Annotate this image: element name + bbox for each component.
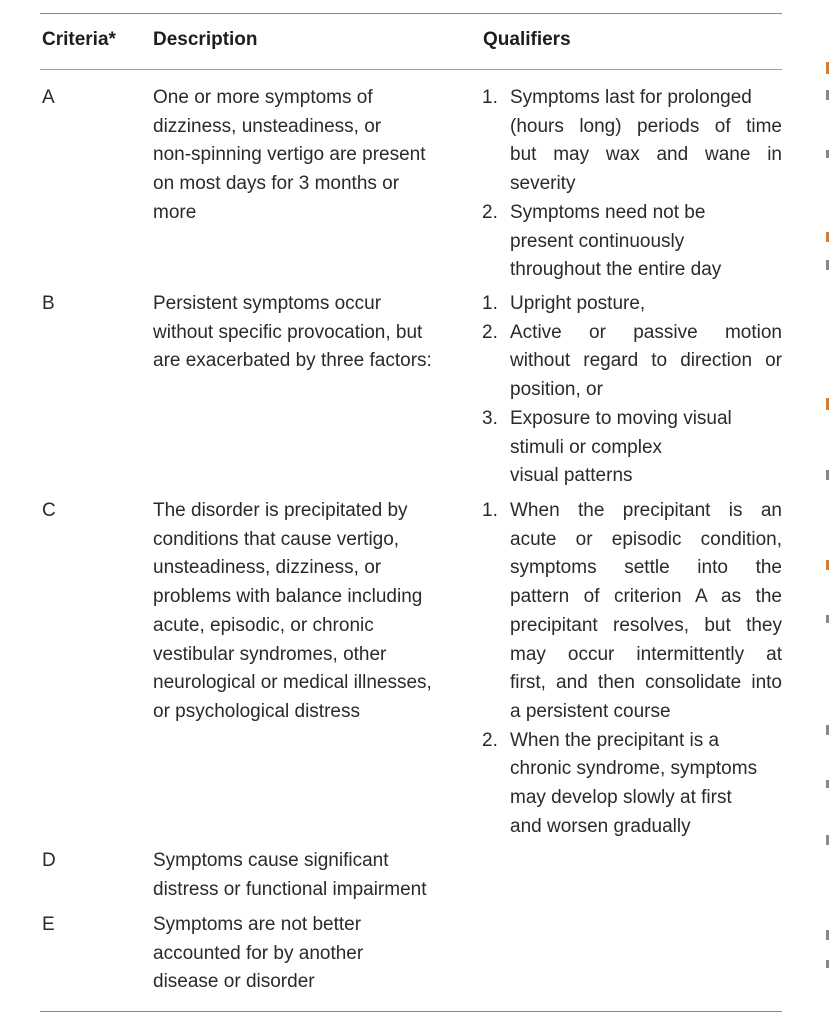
qualifier-text: Symptoms last for prolonged (hours long) periods of time but may wax and wane in severity — [510, 87, 782, 195]
qualifier-number: 2. — [482, 201, 498, 223]
qualifier-text: When the precipitant is an acute or episodic condition, symptoms settle into the pattern of criterion A as the precipitant resolves, but they may occur intermittently at first, and then consolidate into a persistent course — [510, 500, 782, 722]
qualifier-item — [482, 727, 782, 842]
qualifier-number: 1. — [482, 500, 498, 521]
qualifier-item — [482, 319, 782, 405]
qualifier-number: 2. — [482, 729, 498, 751]
qualifier-number: 3. — [482, 407, 498, 429]
table-bottom-rule — [40, 1011, 782, 1012]
qualifier-text: Active or passive motion without regard to direction or position, or — [510, 321, 782, 401]
qualifier-item — [482, 497, 782, 727]
qualifier-number: 2. — [482, 321, 498, 343]
description-cell: Symptoms cause significant distress or functional impairment — [153, 850, 427, 900]
qualifier-text: Symptoms need not be present continuously throughout the entire day — [510, 201, 722, 281]
qualifier-text: When the precipitant is a chronic syndrome, symptoms may develop slowly at first and worsen gradually — [510, 729, 758, 837]
qualifier-item — [482, 84, 782, 199]
criterion-label: C — [42, 500, 56, 521]
qualifier-item — [482, 405, 782, 491]
qualifier-list — [482, 84, 782, 285]
header-criteria: Criteria* — [42, 29, 116, 50]
criterion-label: B — [42, 293, 55, 314]
qualifier-number: 1. — [482, 87, 498, 108]
table-top-rule — [40, 13, 782, 14]
description-cell: The disorder is precipitated by conditions that cause vertigo, unsteadiness, dizziness, or problems with balance including acute, episodic, or chronic vestibular syndromes, other neurological or medical illnesses, or psychological distress — [153, 500, 432, 722]
qualifier-number: 1. — [482, 293, 498, 314]
qualifier-item — [482, 199, 782, 285]
qualifier-list — [482, 497, 782, 841]
description-cell: Persistent symptoms occur without specific provocation, but are exacerbated by three factors: — [153, 293, 432, 372]
qualifier-text: Exposure to moving visual stimuli or complex visual patterns — [510, 407, 732, 487]
qualifier-list — [482, 290, 782, 491]
header-qualifiers: Qualifiers — [483, 29, 571, 50]
criterion-label: D — [42, 850, 56, 871]
criterion-label: E — [42, 914, 55, 935]
description-cell: Symptoms are not better accounted for by another disease or disorder — [153, 914, 364, 993]
criterion-label: A — [42, 87, 55, 108]
description-cell: One or more symptoms of dizziness, unsteadiness, or non-spinning vertigo are present on most days for 3 months or more — [153, 87, 426, 223]
header-description: Description — [153, 29, 258, 50]
qualifier-item — [482, 290, 782, 319]
qualifier-text: Upright posture, — [510, 293, 646, 314]
header-rule — [40, 69, 782, 70]
